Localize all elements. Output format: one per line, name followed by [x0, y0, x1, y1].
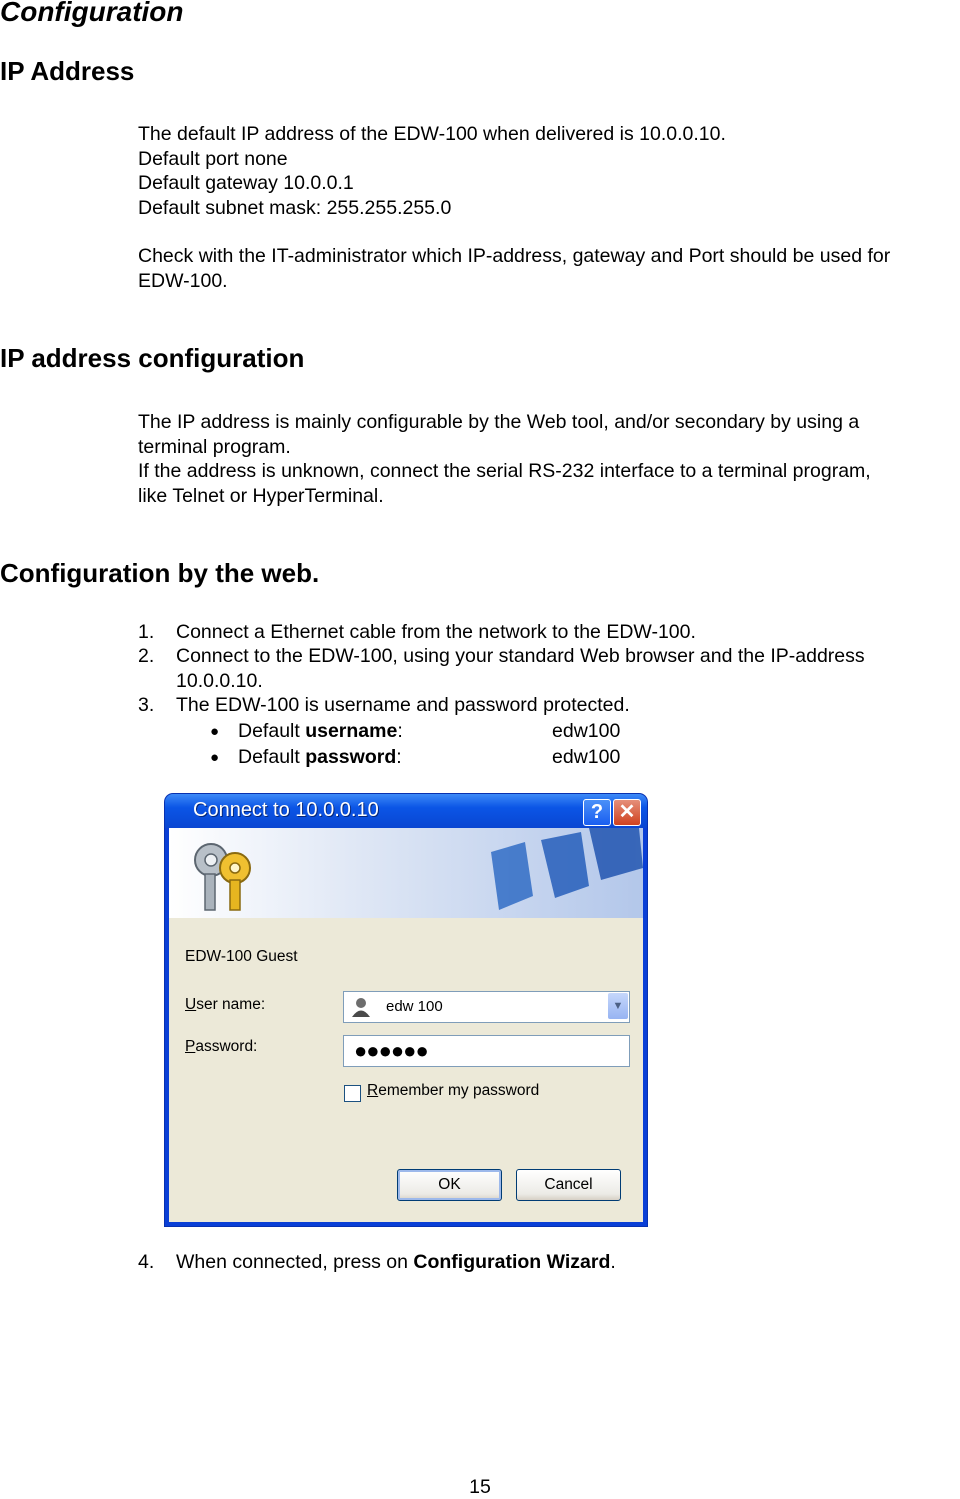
dialog-titlebar: [165, 794, 647, 828]
username-bullet-post: :: [397, 720, 403, 742]
subnet-default-line: Default subnet mask: 255.255.255.0: [138, 196, 452, 219]
step-text-4: [176, 1250, 956, 1275]
user-icon: [350, 996, 372, 1018]
check-admin-text: [138, 244, 958, 293]
remember-password-checkbox[interactable]: [344, 1085, 361, 1102]
username-combobox[interactable]: [343, 991, 630, 1023]
step-number-3: 3.: [138, 694, 155, 716]
page-number: 15: [469, 1476, 491, 1498]
step-text-2-line-1: Connect to the EDW-100, using your standard Web browser and the IP-address: [176, 645, 865, 667]
remember-password-label[interactable]: [367, 1082, 539, 1100]
ok-button[interactable]: OK: [397, 1169, 502, 1201]
ip-config-line-3: If the address is unknown, connect the serial RS-232 interface to a terminal program,: [138, 460, 871, 482]
step-number-1: 1.: [138, 621, 155, 643]
username-default-value: edw100: [552, 720, 621, 742]
step-number-4: 4.: [138, 1251, 155, 1273]
chevron-down-icon[interactable]: ▼: [608, 993, 628, 1019]
ip-config-line-2: terminal program.: [138, 435, 291, 458]
step-4-pre: When connected, press on: [176, 1251, 414, 1273]
username-bullet-bold: username: [305, 720, 398, 742]
password-label-key: P: [185, 1038, 196, 1055]
username-label-rest: ser name:: [196, 996, 266, 1013]
bullet-icon: ●: [210, 749, 220, 766]
step-number-2: 2.: [138, 645, 155, 667]
ip-config-line-4: like Telnet or HyperTerminal.: [138, 484, 384, 507]
ip-config-text: [138, 410, 958, 508]
step-text-3: The EDW-100 is username and password protected.: [176, 694, 630, 716]
keys-icon: [195, 844, 250, 910]
ip-default-line: The default IP address of the EDW-100 when delivered is 10.0.0.10.: [138, 123, 726, 145]
remember-label-key: R: [367, 1082, 379, 1099]
close-button[interactable]: ✕: [613, 799, 641, 826]
password-bullet-text: [238, 745, 402, 770]
password-bullet-pre: Default: [238, 746, 306, 768]
step-4-post: .: [610, 1251, 616, 1273]
ip-config-line-1: The IP address is mainly configurable by the Web tool, and/or secondary by using a: [138, 411, 860, 433]
password-label: [185, 1038, 257, 1056]
section-title-ip-address: IP Address: [0, 56, 135, 86]
username-value: edw 100: [386, 998, 443, 1015]
step-text-2: [176, 644, 956, 693]
check-admin-line-1: Check with the IT-administrator which IP-address, gateway and Port should be used for: [138, 245, 891, 267]
password-value: ●●●●●●: [354, 1038, 428, 1063]
dialog-body: [169, 828, 643, 1222]
username-label-key: U: [185, 996, 197, 1013]
remember-label-rest: emember my password: [378, 1082, 540, 1099]
password-field[interactable]: [343, 1035, 630, 1067]
dialog-banner: [169, 828, 643, 918]
bullet-icon: ●: [210, 723, 220, 740]
check-admin-line-2: EDW-100.: [138, 269, 228, 292]
username-bullet-pre: Default: [238, 720, 306, 742]
section-title-web-config: Configuration by the web.: [0, 558, 320, 588]
login-dialog: [165, 794, 647, 1226]
password-default-value: edw100: [552, 746, 621, 768]
gateway-default-line: Default gateway 10.0.0.1: [138, 172, 354, 194]
logo-watermark-icon: [491, 828, 643, 910]
password-label-rest: assword:: [195, 1038, 258, 1055]
realm-label: EDW-100 Guest: [185, 948, 298, 965]
dialog-title: Connect to 10.0.0.10: [193, 799, 379, 821]
section-title-ip-config: IP address configuration: [0, 343, 305, 373]
port-default-line: Default port none: [138, 147, 288, 170]
step-text-1: Connect a Ethernet cable from the network to the EDW-100.: [176, 621, 696, 643]
username-label: [185, 996, 265, 1014]
username-bullet-text: [238, 719, 403, 744]
password-bullet-post: :: [396, 746, 402, 768]
ip-address-text: [138, 122, 958, 220]
password-bullet-bold: password: [305, 746, 397, 768]
page-heading: Configuration: [0, 0, 184, 27]
configuration-wizard-text: Configuration Wizard: [413, 1251, 611, 1273]
cancel-button[interactable]: Cancel: [516, 1169, 621, 1201]
help-button[interactable]: ?: [583, 799, 611, 826]
step-text-2-line-2: 10.0.0.10.: [176, 669, 263, 692]
banner-graphic: [169, 828, 643, 918]
